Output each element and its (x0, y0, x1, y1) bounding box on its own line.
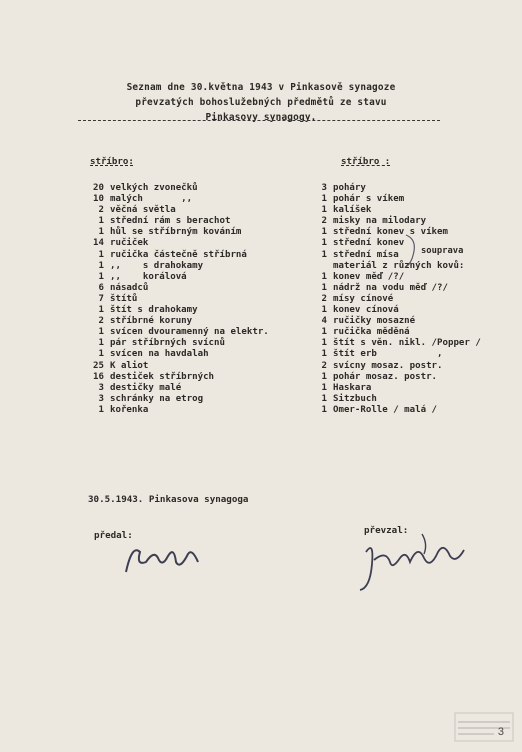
item-text: K aliot (110, 360, 149, 371)
item-quantity: 3 (98, 393, 104, 404)
list-item (88, 250, 318, 261)
souprava-note: souprava (421, 246, 464, 256)
item-quantity: 2 (321, 360, 327, 371)
item-quantity: 1 (321, 249, 327, 260)
item-text: štít erb , (333, 349, 443, 360)
left-item-list (88, 183, 318, 416)
item-quantity: 2 (321, 293, 327, 304)
right-column (311, 157, 511, 416)
item-quantity: 14 (93, 238, 104, 249)
list-item (88, 205, 318, 216)
item-text: ,, s drahokamy (110, 260, 204, 271)
item-text: kořenka (110, 404, 149, 415)
item-text: pár stříbrných svícnů (110, 338, 225, 349)
bracket-mark (404, 233, 422, 269)
item-quantity: 1 (321, 227, 327, 238)
item-quantity: 1 (98, 327, 104, 338)
item-quantity: 1 (321, 382, 327, 393)
list-item (311, 272, 511, 283)
item-quantity: 1 (98, 227, 104, 238)
date-line: 30.5.1943. Pinkasova synagoga (88, 494, 249, 505)
item-quantity: 1 (321, 349, 327, 360)
item-text: kalíšek (333, 205, 372, 216)
page-number: 3 (497, 726, 504, 738)
left-column (88, 157, 318, 416)
list-item (88, 316, 318, 327)
item-text: ručičky mosazné (333, 316, 416, 327)
item-text: ručička měděná (333, 327, 410, 338)
item-text: věčná světla (110, 205, 176, 216)
list-item (88, 305, 318, 316)
item-quantity: 1 (321, 371, 327, 382)
header-line-3: Pinkasovy synagogy. (205, 112, 317, 123)
list-item (311, 349, 511, 360)
list-item (88, 383, 318, 394)
item-quantity: 2 (98, 316, 104, 327)
list-item (88, 394, 318, 405)
list-item (88, 372, 318, 383)
list-item (88, 272, 318, 283)
list-item (88, 238, 318, 249)
item-text: Omer-Rolle / malá / (333, 404, 438, 415)
item-text: malých ,, (110, 194, 193, 205)
header-line-1: Seznam dne 30.května 1943 v Pinkasově synagoze (126, 82, 396, 93)
item-text: destičky malé (110, 382, 182, 393)
list-item (88, 294, 318, 305)
item-quantity: 1 (321, 338, 327, 349)
item-text: svícen na havdalah (110, 349, 209, 360)
handed-over-label: předal: (94, 530, 133, 541)
item-text: velkých zvonečků (110, 183, 198, 193)
item-quantity: 7 (98, 293, 104, 304)
item-quantity: 1 (98, 216, 104, 227)
item-quantity: 1 (321, 393, 327, 404)
item-quantity: 1 (98, 271, 104, 282)
document-header (0, 80, 522, 125)
item-text: štít s věn. nikl. /Popper / (333, 338, 481, 349)
item-text: Haskara (333, 382, 372, 393)
item-text: násadců (110, 282, 149, 293)
item-text: destiček stříbrných (110, 371, 215, 382)
item-quantity: 1 (321, 305, 327, 316)
item-text: konev cínová (333, 305, 399, 316)
item-quantity: 1 (321, 205, 327, 216)
list-item (311, 183, 511, 194)
list-item (311, 316, 511, 327)
item-text: štítů (110, 293, 138, 304)
list-item (311, 294, 511, 305)
list-item (311, 205, 511, 216)
item-text: svícen dvouramenný na elektr. (110, 327, 269, 338)
item-quantity: 1 (98, 260, 104, 271)
left-column-heading: stříbro: (90, 157, 134, 167)
list-item (311, 383, 511, 394)
item-text: ručička částečně stříbrná (110, 249, 247, 260)
item-quantity: 1 (98, 249, 104, 260)
list-item (88, 194, 318, 205)
item-quantity: 1 (321, 194, 327, 205)
received-label: převzal: (364, 525, 409, 536)
list-item (311, 338, 511, 349)
item-text: schránky na etrog (110, 393, 204, 404)
item-quantity: 6 (98, 282, 104, 293)
list-item (88, 327, 318, 338)
item-quantity: 1 (98, 404, 104, 415)
archive-stamp (454, 712, 514, 742)
handed-over-signature (118, 532, 204, 580)
item-quantity: 25 (93, 360, 104, 371)
received-signature (352, 530, 472, 596)
item-quantity: 3 (98, 382, 104, 393)
list-item (311, 216, 511, 227)
item-quantity: 1 (321, 327, 327, 338)
list-item (311, 327, 511, 338)
item-text: misky na milodary (333, 216, 427, 227)
item-text: hůl se stříbrným kováním (110, 227, 242, 238)
item-quantity: 1 (321, 238, 327, 249)
list-item (88, 216, 318, 227)
header-divider (78, 120, 440, 121)
list-item (88, 361, 318, 372)
list-item (311, 194, 511, 205)
item-quantity: 1 (98, 338, 104, 349)
item-text: konev měď /?/ (333, 271, 405, 282)
item-quantity: 16 (93, 371, 104, 382)
item-text: nádrž na vodu měď /?/ (333, 282, 448, 293)
item-text: poháry (333, 183, 366, 193)
item-quantity: 1 (98, 349, 104, 360)
item-text: střední konev (333, 238, 405, 249)
list-item (88, 349, 318, 360)
item-quantity: 4 (321, 316, 327, 327)
item-quantity: 1 (321, 404, 327, 415)
item-text: stříbrné koruny (110, 316, 193, 327)
item-text: ,, korálová (110, 271, 187, 282)
item-text: střední konev s víkem (333, 227, 448, 238)
header-line-2: převzatých bohoslužebných předmětů ze stavu (135, 97, 387, 108)
list-item (88, 227, 318, 238)
list-item (311, 305, 511, 316)
item-quantity: 10 (93, 194, 104, 205)
list-item (88, 261, 318, 272)
list-item (311, 372, 511, 383)
list-item (88, 338, 318, 349)
item-text: materiál z různých kovů: (333, 260, 465, 271)
item-quantity: 3 (321, 183, 327, 193)
item-quantity: 1 (321, 271, 327, 282)
item-text: pohár mosaz. postr. (333, 371, 438, 382)
list-item (311, 405, 511, 416)
item-text: ručiček (110, 238, 149, 249)
item-text: střední rám s berachot (110, 216, 231, 227)
item-quantity: 1 (98, 305, 104, 316)
item-text: štít s drahokamy (110, 305, 198, 316)
item-text: svícny mosaz. postr. (333, 360, 443, 371)
list-item (311, 283, 511, 294)
item-text: pohár s víkem (333, 194, 405, 205)
list-item (311, 361, 511, 372)
list-item (88, 183, 318, 194)
right-item-list (311, 183, 511, 416)
item-quantity: 20 (93, 183, 104, 193)
right-column-heading: stříbro : (341, 157, 391, 167)
item-text: střední mísa (333, 249, 399, 260)
list-item (88, 283, 318, 294)
list-item (311, 394, 511, 405)
item-quantity: 1 (321, 282, 327, 293)
item-text: mísy cínové (333, 293, 394, 304)
item-quantity: 2 (98, 205, 104, 216)
list-item (88, 405, 318, 416)
item-text: Sitzbuch (333, 393, 377, 404)
item-quantity: 2 (321, 216, 327, 227)
